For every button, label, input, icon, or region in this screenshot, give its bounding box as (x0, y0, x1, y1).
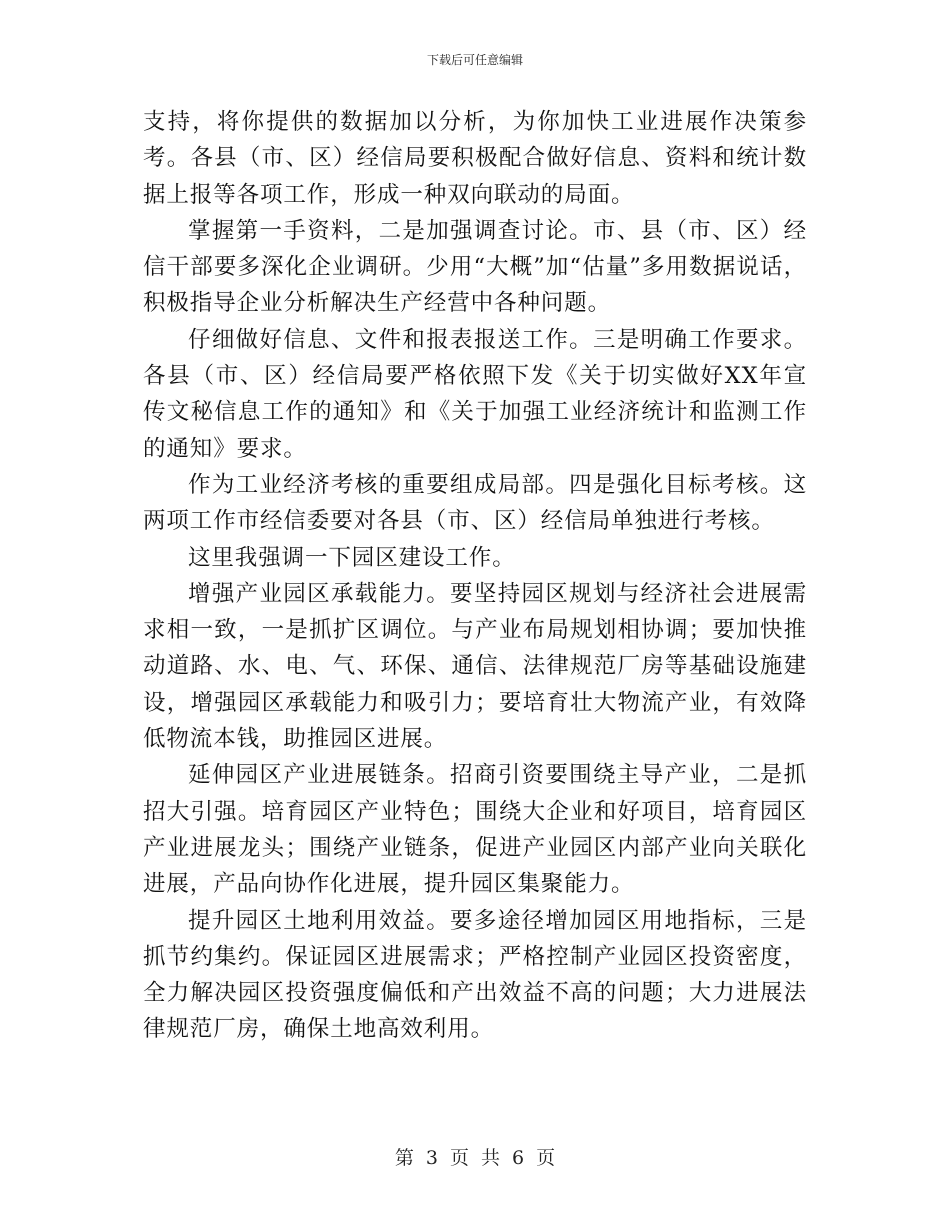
paragraph-3: 仔细做好信息、文件和报表报送工作。三是明确工作要求。各县（市、区）经信局要严格依照下发《关于切实做好XX年宣传文秘信息工作的通知》和《关于加强工业经济统计和监测工作的通知》要求。 (143, 326, 807, 462)
document-body (143, 104, 807, 1048)
paragraph-2: 掌握第一手资料，二是加强调查讨论。市、县（市、区）经信干部要多深化企业调研。少用“大概”加“估量”多用数据说话，积极指导企业分析解决生产经营中各种问题。 (143, 217, 807, 317)
paragraph-8: 提升园区土地利用效益。要多途径增加园区用地指标，三是抓节约集约。保证园区进展需求；严格控制产业园区投资密度，全力解决园区投资强度偏低和产出效益不高的问题；大力进展法律规范厂房，确保土地高效利用。 (143, 907, 807, 1043)
paragraph-7: 延伸园区产业进展链条。招商引资要围绕主导产业，二是抓招大引强。培育园区产业特色；围绕大企业和好项目，培育园区产业进展龙头；围绕产业链条，促进产业园区内部产业向关联化进展，产品向协作化进展，提升园区集聚能力。 (143, 762, 807, 898)
paragraph-4: 作为工业经济考核的重要组成局部。四是强化目标考核。这两项工作市经信委要对各县（市、区）经信局单独进行考核。 (143, 471, 807, 535)
page-number-footer: 第 3 页 共 6 页 (394, 1147, 556, 1169)
paragraph-6: 增强产业园区承载能力。要坚持园区规划与经济社会进展需求相一致，一是抓扩区调位。与产业布局规划相协调；要加快推动道路、水、电、气、环保、通信、法律规范厂房等基础设施建设，增强园区承载能力和吸引力；要培育壮大物流产业，有效降低物流本钱，助推园区进展。 (143, 580, 807, 753)
page-header-note: 下载后可任意编辑 (426, 53, 523, 67)
paragraph-1: 支持，将你提供的数据加以分析，为你加快工业进展作决策参考。各县（市、区）经信局要积极配合做好信息、资料和统计数据上报等各项工作，形成一种双向联动的局面。 (143, 109, 807, 208)
paragraph-5: 这里我强调一下园区建设工作。 (188, 544, 516, 571)
